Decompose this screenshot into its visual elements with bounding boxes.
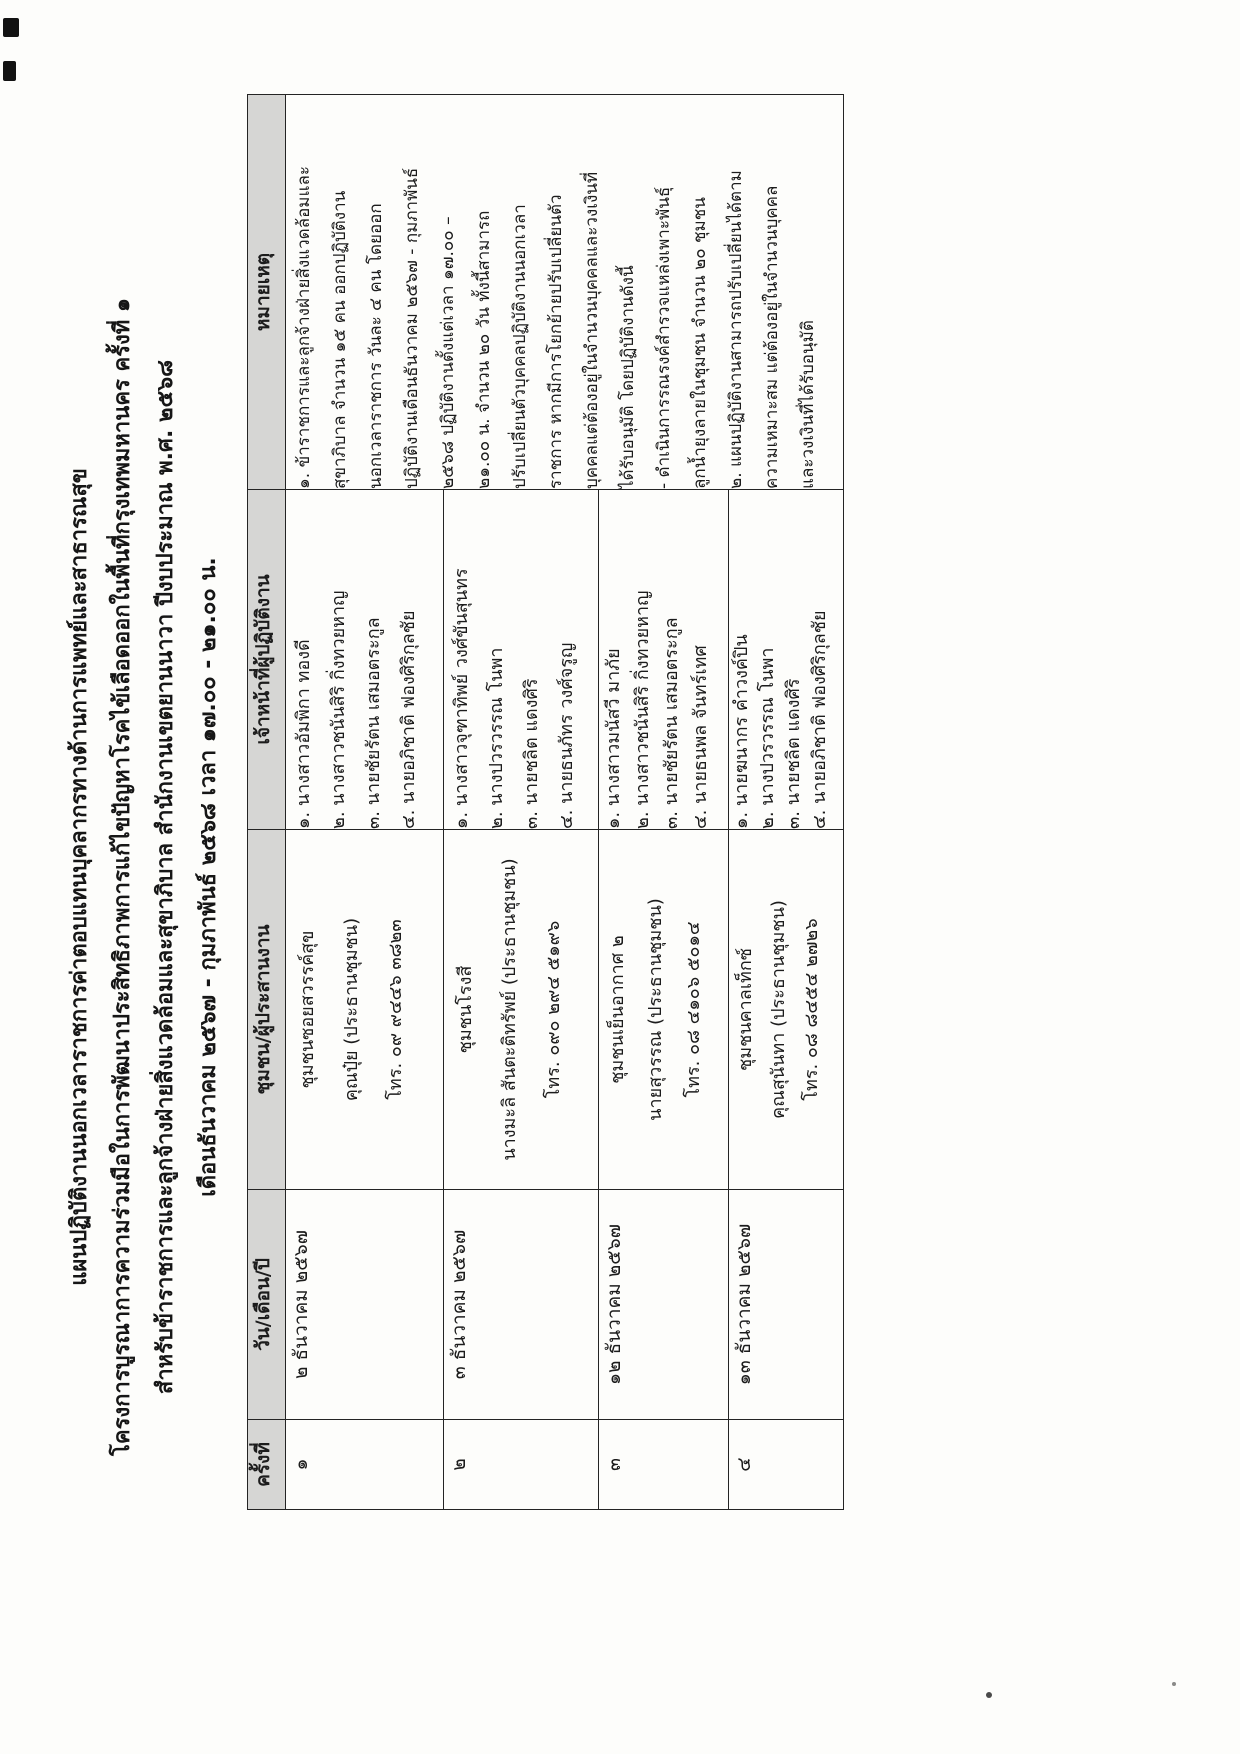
remark-line: ๒๕๖๘ ปฏิบัติงานตั้งแต่เวลา ๑๗.๐๐ – [438, 216, 458, 489]
staff-name: ๒. นางปวรวรรณ โนพา [757, 647, 778, 829]
row-2-no: ๒ [444, 1420, 599, 1510]
row-4-date: ๑๓ ธันวาคม ๒๕๖๗ [729, 1190, 844, 1420]
title-line-3: สำหรับข้าราชการและลูกจ้างฝ่ายสิ่งแวดล้อมและสุขาภิบาล สำนักงานเขตยานนาวา ปีงบประมาณ พ.ศ. ๒๕๖๘ [153, 359, 178, 1395]
staff-name: ๑. นางสาวจุฑาทิพย์ วงศ์ขันสุนทร [451, 568, 472, 829]
title-line-1: แผนปฏิบัติงานนอกเวลาราชการค่าตอบแทนบุคลากรทางด้านการแพทย์และสาธารณสุข [67, 468, 92, 1286]
remark-line: นอกเวลาราชการ วันละ ๔ คน โดยออก [366, 203, 386, 489]
staff-name: ๔. นายธนภัทร วงศ์จรูญ [556, 642, 577, 829]
table-row [286, 95, 444, 1510]
remark-line: ๑. ข้าราชการและลูกจ้างฝ่ายสิ่งแวดล้อมและ [294, 166, 314, 489]
remark-line: ราชการ หากมีการโยกย้ายปรับเปลี่ยนตัว [546, 194, 566, 489]
row-1-community [286, 830, 444, 1190]
community-name: ชุมชนเย็นอากาศ ๒ [607, 935, 628, 1084]
staff-name: ๓. นายชัยรัตน เสมอตระกูล [661, 617, 682, 829]
row-2-date: ๓ ธันวาคม ๒๕๖๗ [444, 1190, 599, 1420]
remark-line: ๒๑.๐๐ น. จำนวน ๒๐ วัน ทั้งนี้สามารถ [474, 210, 494, 489]
staff-name: ๔. นายอภิชาติ ฟองศิริกุลชัย [398, 610, 419, 829]
community-contact: นางมะลิ สันตะติทรัพย์ (ประธานชุมชน) [499, 858, 520, 1161]
scan-artifact-dot [986, 1692, 992, 1698]
remark-line: ลูกน้ำยุงลายในชุมชน จำนวน ๒๐ ชุมชน [690, 197, 710, 489]
staff-name: ๓. นายชัยรัตน เสมอตระกูล [363, 617, 384, 829]
community-name: ชุมชนคาลเท็กซ์ [735, 948, 756, 1071]
community-phone: โทร. ๐๙ ๙๔๔๖ ๓๘๒๓ [385, 919, 406, 1100]
staff-name: ๑. นายฆนากร คำวงค์ปิน [731, 634, 752, 829]
community-phone: โทร. ๐๘ ๔๑๐๖ ๕๐๑๔ [683, 921, 704, 1098]
community-phone: โทร. ๐๘ ๘๔๕๔ ๒๗๒๖ [801, 918, 822, 1101]
staff-name: ๒. นางสาวชนันสิริ กิ่งทวยหาญ [632, 590, 653, 829]
staff-name: ๔. นายอภิชาติ ฟองศิริกุลชัย [809, 610, 830, 829]
remark-merged-cell [286, 95, 844, 490]
community-phone: โทร. ๐๙๐ ๒๙๔ ๕๑๙๖ [543, 920, 564, 1099]
document-title-block [58, 0, 230, 1754]
row-2-community [444, 830, 599, 1190]
remark-line: และวงเงินที่ได้รับอนุมัติ [798, 320, 818, 489]
col-header-no: ครั้งที่ [248, 1420, 286, 1510]
staff-name: ๒. นางปวรวรรณ โนพา [486, 647, 507, 829]
scan-artifact-speck [3, 61, 16, 81]
scan-artifact-speck [3, 18, 19, 37]
scan-artifact-dot [1172, 1682, 1176, 1686]
row-1-date: ๒ ธันวาคม ๒๕๖๗ [286, 1190, 444, 1420]
row-3-community [599, 830, 729, 1190]
community-contact: คุณปุ๋ย (ประธานชุมชน) [341, 917, 362, 1102]
staff-name: ๑. นางสาวมนัสวี มาภัย [603, 648, 624, 829]
row-3-date: ๑๒ ธันวาคม ๒๕๖๗ [599, 1190, 729, 1420]
staff-name: ๓. นายชลิต แดงศิริ [783, 678, 804, 829]
title-line-4: เดือนธันวาคม ๒๕๖๗ - กุมภาพันธ์ ๒๕๖๘ เวลา ๑๗.๐๐ - ๒๑.๐๐ น. [196, 557, 221, 1197]
schedule-table [247, 94, 844, 1510]
community-name: ชุมชนซอยสวรรค์สุข [297, 930, 318, 1089]
col-header-date: วัน/เดือน/ปี [248, 1190, 286, 1420]
remark-line: สุขาภิบาล จำนวน ๑๕ คน ออกปฏิบัติงาน [330, 190, 350, 489]
row-1-no: ๑ [286, 1420, 444, 1510]
row-1-staff [286, 490, 444, 830]
remark-line: ความเหมาะสม แต่ต้องอยู่ในจำนวนบุคคล [762, 185, 782, 489]
col-header-staff: เจ้าหน้าที่ผู้ปฏิบัติงาน [248, 490, 286, 830]
remark-line: ปฏิบัติงานเดือนธันวาคม ๒๕๖๗ - กุมภาพันธ์ [402, 167, 422, 489]
remark-line: - ดำเนินการรณรงค์สำรวจแหล่งเพาะพันธุ์ [654, 186, 674, 489]
staff-name: ๔. นายธนพล จันทร์เทศ [690, 645, 711, 829]
title-line-2: โครงการบูรณาการความร่วมมือในการพัฒนาประสิทธิภาพการแก้ไขปัญหาโรคไข้เลือดออกในพื้นที่กรุงเทพมหานคร ครั้งที่ ๑ [110, 298, 135, 1456]
row-4-no: ๔ [729, 1420, 844, 1510]
row-4-staff [729, 490, 844, 830]
staff-name: ๒. นางสาวชนันสิริ กิ่งทวยหาญ [328, 590, 349, 829]
community-name: ชุมชนโรงสี [455, 965, 476, 1054]
staff-name: ๑. นางสาวอัมพิกา ทองดี [293, 639, 314, 829]
row-3-staff [599, 490, 729, 830]
remark-line: ปรับเปลี่ยนตัวบุคคลปฏิบัติงานนอกเวลา [510, 204, 530, 489]
row-4-community [729, 830, 844, 1190]
row-2-staff [444, 490, 599, 830]
remark-line: ได้รับอนุมัติ โดยปฏิบัติงานดังนี้ [618, 265, 638, 489]
community-contact: คุณสุนันทา (ประธานชุมชน) [768, 900, 789, 1119]
staff-name: ๓. นายชลิต แดงศิริ [521, 678, 542, 829]
remark-line: ๒. แผนปฏิบัติงานสามารถปรับเปลี่ยนได้ตาม [726, 170, 746, 489]
remark-line: บุคคลแต่ต้องอยู่ในจำนวนบุคคลและวงเงินที่ [582, 171, 602, 489]
row-3-no: ๓ [599, 1420, 729, 1510]
community-contact: นายสุวรรณ (ประธานชุมชน) [645, 898, 666, 1121]
col-header-community: ชุมชน/ผู้ประสานงาน [248, 830, 286, 1190]
table-header-row [248, 95, 286, 1510]
col-header-remark: หมายเหตุ [248, 95, 286, 490]
